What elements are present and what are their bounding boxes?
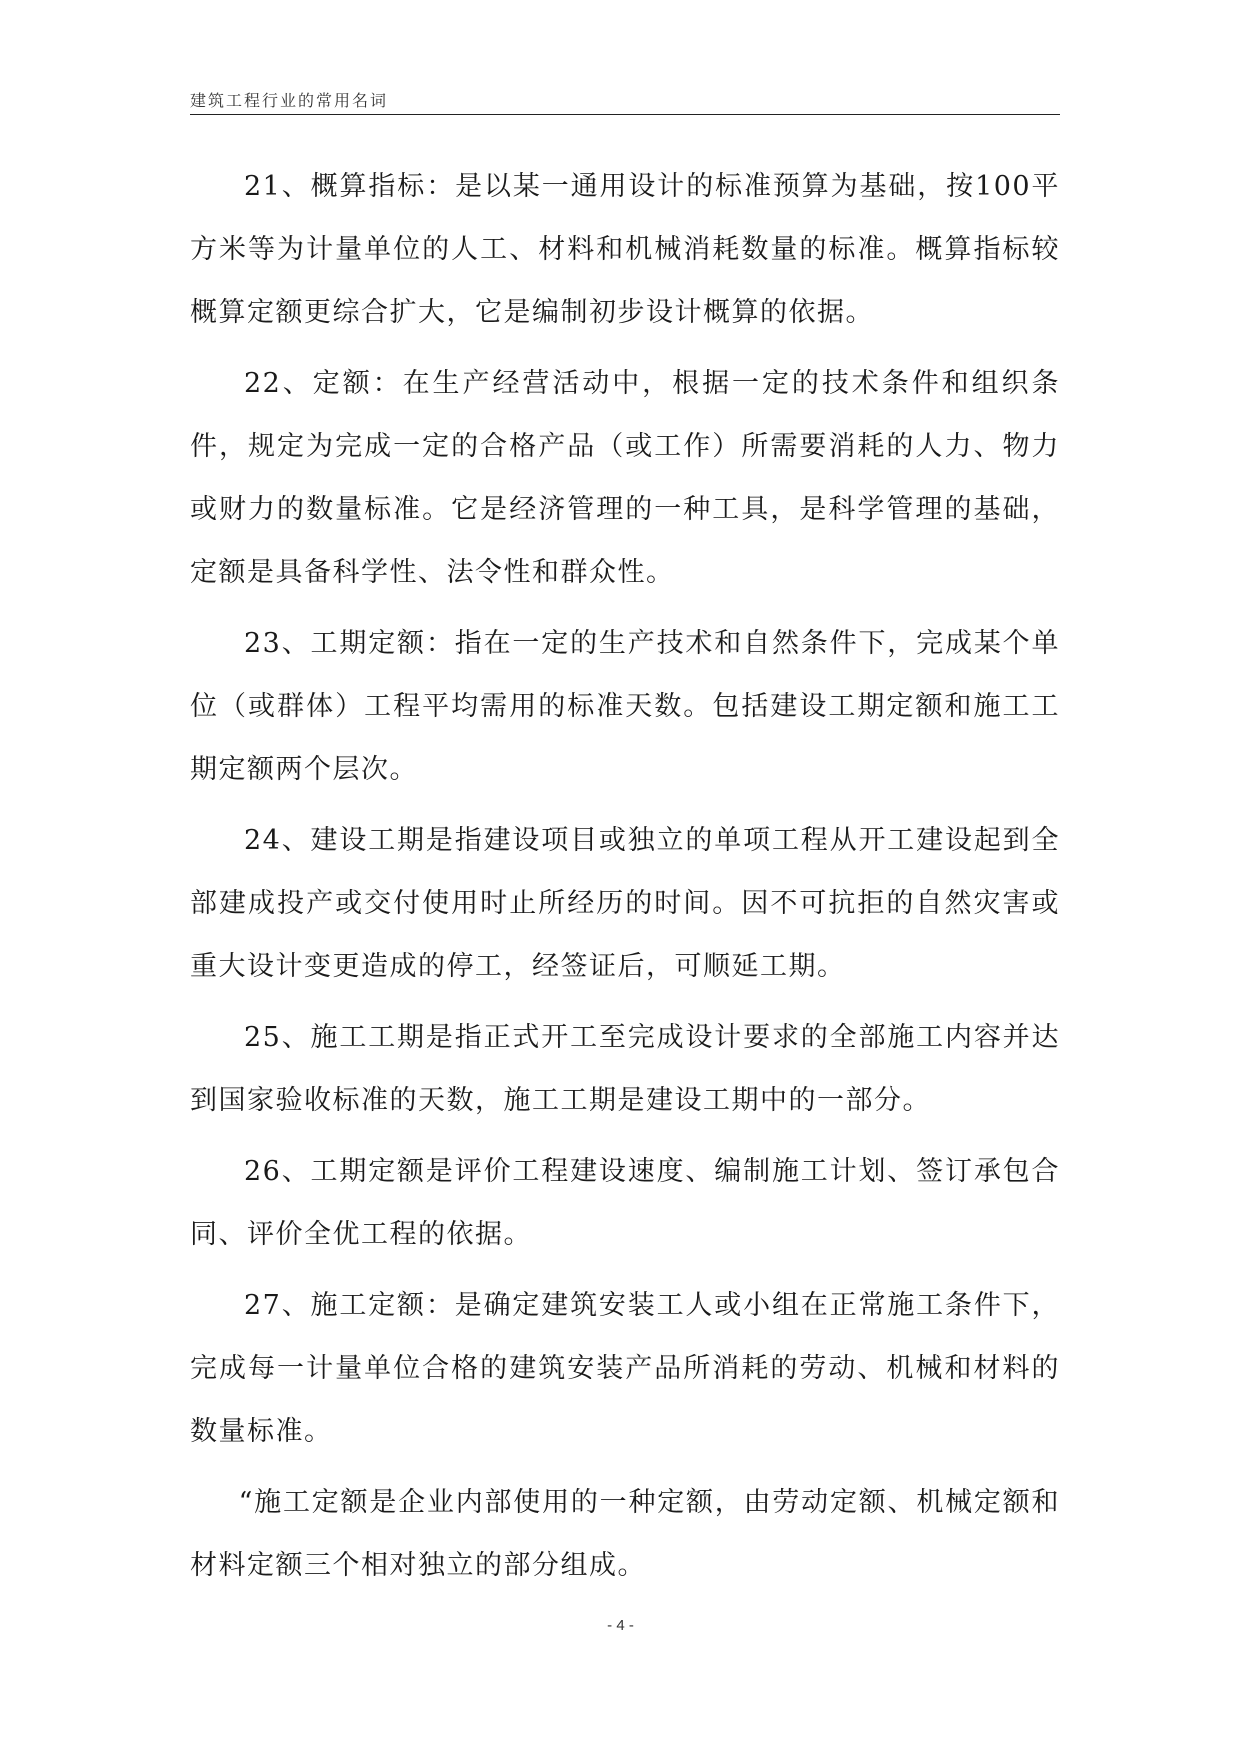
paragraph-27-note: “施工定额是企业内部使用的一种定额，由劳动定额、机械定额和材料定额三个相对独立的部分组成。: [190, 1487, 1060, 1581]
paragraph-27: 27、施工定额：是确定建筑安装工人或小组在正常施工条件下，完成每一计量单位合格的建筑安装产品所消耗的劳动、机械和材料的数量标准。: [190, 1290, 1060, 1447]
page-header: [190, 88, 1060, 115]
header-title: 建筑工程行业的常用名词: [190, 91, 389, 110]
paragraph-22: 22、定额：在生产经营活动中，根据一定的技术条件和组织条件，规定为完成一定的合格产品（或工作）所需要消耗的人力、物力或财力的数量标准。它是经济管理的一种工具，是科学管理的基础，定额是具备科学性、法令性和群众性。: [190, 368, 1060, 588]
document-body: [190, 155, 1060, 1605]
page-number: - 4 -: [607, 1617, 634, 1634]
paragraph-26: 26、工期定额是评价工程建设速度、编制施工计划、签订承包合同、评价全优工程的依据。: [190, 1156, 1060, 1250]
paragraph-24: 24、建设工期是指建设项目或独立的单项工程从开工建设起到全部建成投产或交付使用时止所经历的时间。因不可抗拒的自然灾害或重大设计变更造成的停工，经签证后，可顺延工期。: [190, 825, 1060, 982]
paragraph-21: 21、概算指标：是以某一通用设计的标准预算为基础，按100平方米等为计量单位的人工、材料和机械消耗数量的标准。概算指标较概算定额更综合扩大，它是编制初步设计概算的依据。: [190, 171, 1060, 328]
paragraph-25: 25、施工工期是指正式开工至完成设计要求的全部施工内容并达到国家验收标准的天数，施工工期是建设工期中的一部分。: [190, 1022, 1060, 1116]
paragraph-23: 23、工期定额：指在一定的生产技术和自然条件下，完成某个单位（或群体）工程平均需用的标准天数。包括建设工期定额和施工工期定额两个层次。: [190, 628, 1060, 785]
